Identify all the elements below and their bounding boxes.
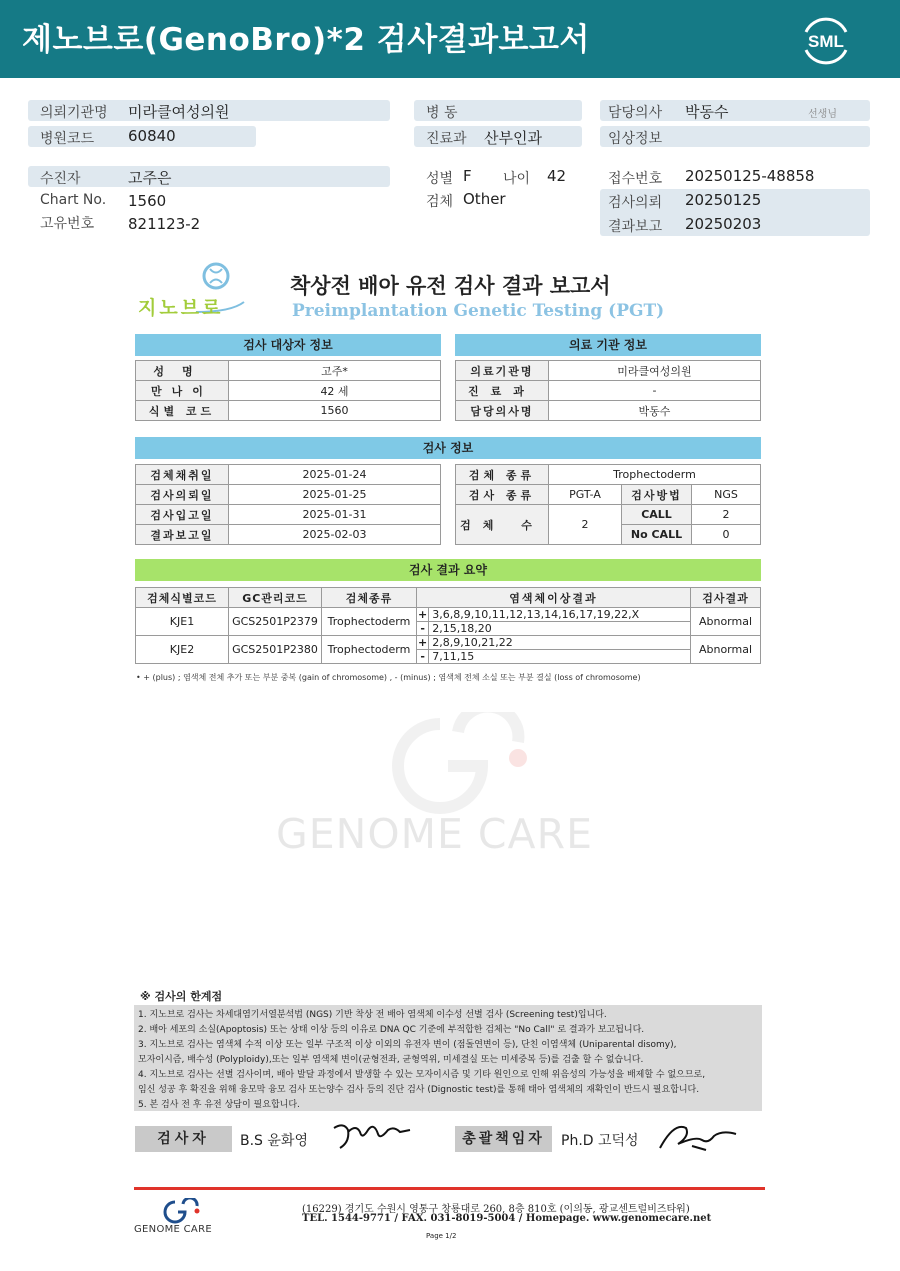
table-row [136,636,761,650]
table-row [136,608,761,622]
table-row [456,381,761,401]
table-header-row [136,588,761,608]
col-result: 검사결과 [691,588,761,608]
watermark-text: GENOME CARE [276,810,593,858]
test-info-heading: 검사 정보 [135,437,761,459]
request-date-label: 검사의뢰일 [136,485,229,505]
meta-doctor-suffix: 선생님 [808,109,837,120]
meta-hospital-code-label: 병원코드 [40,131,95,147]
row2-plus-chromosomes: 2,8,9,10,21,22 [429,636,691,650]
genobro-logo-text: 지노브로 [138,297,224,319]
table-row [136,505,441,525]
col-chromosome-result: 염색체이상결과 [417,588,691,608]
row2-sample-type: Trophectoderm [322,636,417,664]
director-label: 총괄책임자 [455,1126,552,1152]
meta-patient-value: 고주은 [128,169,172,187]
inst-name-value: 미라클여성의원 [549,361,761,381]
meta-institution-value: 미라클여성의원 [128,103,230,121]
col-sample-type: 검체종류 [322,588,417,608]
count-label: 검체 수 [456,505,549,545]
call-value: 2 [692,505,761,525]
method-label: 검사방법 [622,485,692,505]
document-title: 제노브로(GenoBro)*2 검사결과보고서 [22,22,590,58]
director-signature-icon [656,1118,740,1154]
institution-info-table [455,360,761,421]
meta-specimen-label: 검체 [426,194,454,210]
tester-name: B.S 윤화영 [240,1133,308,1149]
row1-plus-sign: + [418,608,428,621]
inst-name-label: 의료기관명 [456,361,549,381]
inst-dept-value: - [549,381,761,401]
subject-name-label: 성명 [136,361,229,381]
limitations-box [134,1005,762,1111]
limitation-line: 2. 배아 세포의 소실(Apoptosis) 또는 상태 이상 등의 이유로 DNA QC 기준에 부적합한 검체는 "No Call" 로 결과가 보고됩니다. [138,1025,645,1035]
meta-request-label: 검사의뢰 [608,195,663,211]
meta-specimen-value: Other [463,190,506,208]
sample-type-value: Trophectoderm [549,465,761,485]
tester-signature-icon [330,1118,415,1152]
watermark-logo-icon [370,712,530,818]
sml-logo-text: SML [808,32,844,51]
footer-divider [134,1187,765,1190]
col-sample-id: 검체식별코드 [136,588,229,608]
limitation-line: 5. 본 검사 전 후 유전 상담이 필요합니다. [138,1100,300,1110]
meta-chart-label: Chart No. [40,192,107,208]
row1-gc-code: GCS2501P2379 [229,608,322,636]
row2-gc-code: GCS2501P2380 [229,636,322,664]
limitation-line: 3. 지노브로 검사는 염색체 수적 이상 또는 일부 구조적 이상 이외의 유전자 변이 (점돌연변이 등), 단친 이염색체 (Uniparental disomy), [138,1040,677,1050]
limitation-line: 임신 성공 후 확진을 위해 융모막 융모 검사 또는양수 검사 등의 진단 검사 (Dignostic test)를 통해 태아 염색체의 재확인이 반드시 필요합니다. [138,1085,700,1095]
meta-institution-label: 의뢰기관명 [40,105,108,121]
tester-label: 검사자 [135,1126,232,1152]
meta-unique-label: 고유번호 [40,216,95,232]
table-row [136,381,441,401]
limitation-line: 1. 지노브로 검사는 차세대염기서열분석법 (NGS) 기반 착상 전 배아 염색체 이수성 선별 검사 (Screening test)입니다. [138,1010,607,1020]
meta-hospital-code-value: 60840 [128,127,176,145]
row1-minus-chromosomes: 2,15,18,20 [429,622,691,636]
genomecare-logo-icon [135,1198,235,1224]
subject-info-heading: 검사 대상자 정보 [135,334,441,356]
meta-doctor-value: 박동수 [685,103,729,121]
meta-sex-label: 성별 [426,171,454,187]
table-row [456,485,761,505]
row2-sample-id: KJE2 [136,636,229,664]
table-row [136,485,441,505]
sample-type-label: 검체 종류 [456,465,549,485]
row2-plus-sign: + [418,636,428,649]
meta-request-value: 20250125 [685,191,762,209]
inst-dept-label: 진료과 [456,381,549,401]
test-spec-table [455,464,761,545]
table-row [136,525,441,545]
receive-date-label: 검사입고일 [136,505,229,525]
row1-sample-type: Trophectoderm [322,608,417,636]
result-summary-heading: 검사 결과 요약 [135,559,761,581]
nocall-value: 0 [692,525,761,545]
meta-report-value: 20250203 [685,215,762,233]
nocall-label: No CALL [622,525,692,545]
count-value: 2 [549,505,622,545]
table-row [456,361,761,381]
meta-doctor-label: 담당의사 [608,105,663,121]
collect-date-value: 2025-01-24 [229,465,441,485]
result-legend-note: • + (plus) ; 염색체 전체 추가 또는 부분 중복 (gain of chromosome) , - (minus) ; 염색체 전체 소실 또는 부분 결실 (loss of chromosome) [136,673,641,682]
director-name: Ph.D 고덕성 [561,1133,639,1149]
subject-name-value: 고주* [229,361,441,381]
report-date-value: 2025-02-03 [229,525,441,545]
meta-dept-label: 진료과 [426,131,467,147]
footer-contact: TEL. 1544-9771 / FAX. 031-8019-5004 / Homepage. www.genomecare.net [302,1213,712,1224]
row1-plus-chromosomes: 3,6,8,9,10,11,12,13,14,16,17,19,22,X [429,608,691,622]
meta-age-value: 42 [547,167,567,185]
row1-result: Abnormal [691,608,761,636]
table-row [456,401,761,421]
receive-date-value: 2025-01-31 [229,505,441,525]
test-dates-table [135,464,441,545]
meta-chart-value: 1560 [128,192,167,210]
limitations-heading: ※ 검사의 한계점 [140,990,223,1003]
subject-id-value: 1560 [229,401,441,421]
call-label: CALL [622,505,692,525]
row2-minus-sign: - [417,650,429,664]
meta-ward-label: 병 동 [426,105,458,121]
row1-sample-id: KJE1 [136,608,229,636]
meta-dept-value: 산부인과 [484,129,542,147]
meta-unique-value: 821123-2 [128,215,201,233]
institution-info-heading: 의료 기관 정보 [455,334,761,356]
report-date-label: 결과보고일 [136,525,229,545]
row2-result: Abnormal [691,636,761,664]
meta-patient-label: 수진자 [40,171,81,187]
report-title: 착상전 배아 유전 검사 결과 보고서 [290,274,611,298]
test-type-label: 검사 종류 [456,485,549,505]
table-row [136,401,441,421]
request-date-value: 2025-01-25 [229,485,441,505]
sml-logo-icon [796,12,856,68]
report-subtitle: Preimplantation Genetic Testing (PGT) [292,301,665,321]
table-row [456,465,761,485]
subject-info-table [135,360,441,421]
row2-minus-chromosomes: 7,11,15 [429,650,691,664]
meta-sex-value: F [463,167,472,185]
genobro-logo-icon [136,262,251,320]
subject-age-value: 42 세 [229,381,441,401]
collect-date-label: 검체채취일 [136,465,229,485]
page-number: Page 1/2 [426,1232,457,1240]
row1-minus-sign: - [417,622,429,636]
meta-report-label: 결과보고 [608,219,663,235]
meta-receipt-value: 20250125-48858 [685,167,815,185]
table-row [136,361,441,381]
meta-pill-patient [28,166,390,187]
method-value: NGS [692,485,761,505]
meta-receipt-label: 접수번호 [608,171,663,187]
result-summary-table [135,587,761,664]
limitation-line: 모자이시즘, 배수성 (Polyploidy),또는 일부 염색체 변이(균형전좌, 균형역위, 미세결실 또는 미세중복 등)를 검출 할 수 없습니다. [138,1055,644,1065]
footer-address: (16229) 경기도 수원시 영통구 창룡대로 260, 8층 810호 (이의동, 광교센트럴비즈타워) [302,1204,690,1215]
inst-doctor-label: 담당의사명 [456,401,549,421]
subject-age-label: 만나이 [136,381,229,401]
subject-id-label: 식별 코드 [136,401,229,421]
table-row [136,465,441,485]
limitation-line: 4. 지노브로 검사는 선별 검사이며, 배아 발달 과정에서 발생할 수 있는 모자이시즘 및 기타 원인으로 인해 위음성의 가능성을 배제할 수 없으므로, [138,1070,706,1080]
meta-age-label: 나이 [503,171,531,187]
col-gc-code: GC관리코드 [229,588,322,608]
test-type-value: PGT-A [549,485,622,505]
meta-clinical-label: 임상정보 [608,131,663,147]
inst-doctor-value: 박동수 [549,401,761,421]
genomecare-logo-text: GENOME CARE [134,1224,212,1235]
table-row [456,505,761,525]
